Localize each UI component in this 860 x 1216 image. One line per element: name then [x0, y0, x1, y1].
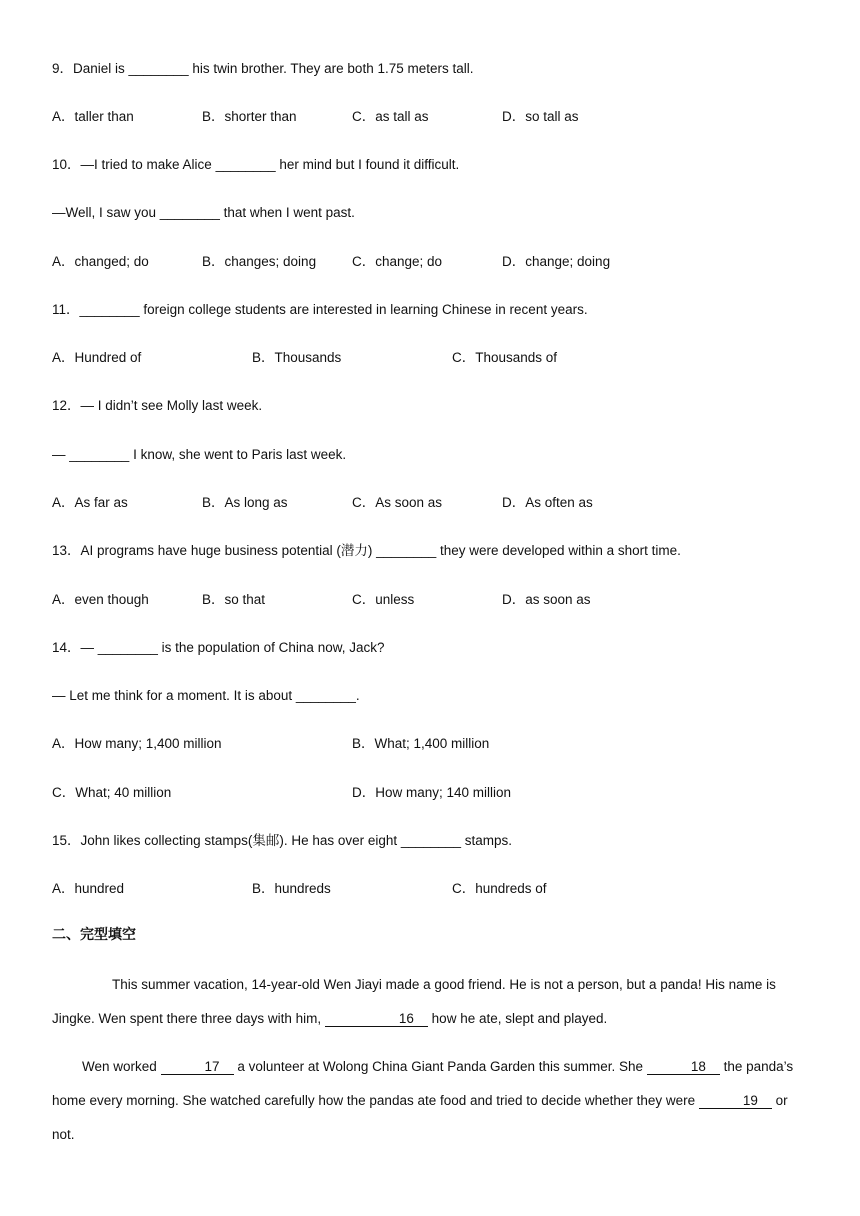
q11-option-b: B．Thousands — [252, 350, 342, 365]
q15-option-c: C．hundreds of — [452, 881, 547, 896]
passage-paragraph-2 — [52, 1050, 797, 1152]
passage-text: Wen worked — [82, 1059, 161, 1074]
q10-option-d: D．change; doing — [502, 254, 611, 269]
q14-option-d: D．How many; 140 million — [352, 785, 512, 800]
section-title: 二、完型填空 — [52, 927, 136, 943]
q9-option-d: D．so tall as — [502, 109, 579, 124]
q9-option-a: A．taller than — [52, 109, 134, 124]
question-10-reply: —Well, I saw you ________ that when I went past. — [52, 205, 355, 220]
q10-option-b: B．changes; doing — [202, 254, 317, 269]
q13-option-c: C．unless — [352, 592, 415, 607]
blank-19[interactable]: 19 — [699, 1093, 772, 1109]
q9-option-b: B．shorter than — [202, 109, 297, 124]
q13-option-b: B．so that — [202, 592, 266, 607]
passage-paragraph-1 — [52, 968, 797, 1036]
q12-option-b: B．As long as — [202, 495, 288, 510]
q14-option-b: B．What; 1,400 million — [352, 736, 490, 751]
q14-option-a: A．How many; 1,400 million — [52, 736, 222, 751]
question-9-stem: 9．Daniel is ________ his twin brother. They are both 1.75 meters tall. — [52, 61, 474, 76]
q14-option-c: C．What; 40 million — [52, 785, 172, 800]
passage-text: how he ate, slept and played. — [427, 1011, 608, 1026]
q11-option-c: C．Thousands of — [452, 350, 558, 365]
question-10-stem: 10．—I tried to make Alice ________ her mind but I found it difficult. — [52, 157, 460, 172]
q15-option-a: A．hundred — [52, 881, 125, 896]
question-11-stem: 11．________ foreign college students are interested in learning Chinese in recent years. — [52, 302, 588, 317]
blank-18[interactable]: 18 — [647, 1059, 720, 1075]
passage-text: This summer vacation, 14-year-old Wen Jiayi made a good friend. He is not a person, but a panda! His name is Jingke. Wen spent there three days with him, — [52, 977, 776, 1026]
q12-option-c: C．As soon as — [352, 495, 443, 510]
q13-option-a: A．even though — [52, 592, 149, 607]
blank-16[interactable]: 16 — [325, 1011, 428, 1027]
q9-option-c: C．as tall as — [352, 109, 429, 124]
passage-text: a volunteer at Wolong China Giant Panda Garden this summer. She — [233, 1059, 647, 1074]
q13-option-d: D．as soon as — [502, 592, 591, 607]
q10-option-c: C．change; do — [352, 254, 443, 269]
blank-17[interactable]: 17 — [161, 1059, 234, 1075]
question-12-reply: — ________ I know, she went to Paris last week. — [52, 447, 347, 462]
question-13-stem: 13．AI programs have huge business potential (潜力) ________ they were developed within a short time. — [52, 543, 681, 558]
question-14-reply: — Let me think for a moment. It is about ________. — [52, 688, 360, 703]
q12-option-a: A．As far as — [52, 495, 128, 510]
passage-text: the panda’s home every morning. She watched carefully how the pandas ate food and tried to decide whether they were — [52, 1059, 794, 1108]
passage-text: or not. — [52, 1093, 788, 1142]
q10-option-a: A．changed; do — [52, 254, 149, 269]
question-14-stem: 14．— ________ is the population of China now, Jack? — [52, 640, 385, 655]
question-12-stem: 12．— I didn’t see Molly last week. — [52, 398, 263, 413]
q12-option-d: D．As often as — [502, 495, 593, 510]
q15-option-b: B．hundreds — [252, 881, 331, 896]
question-15-stem: 15．John likes collecting stamps(集邮). He has over eight ________ stamps. — [52, 833, 512, 848]
q11-option-a: A．Hundred of — [52, 350, 142, 365]
